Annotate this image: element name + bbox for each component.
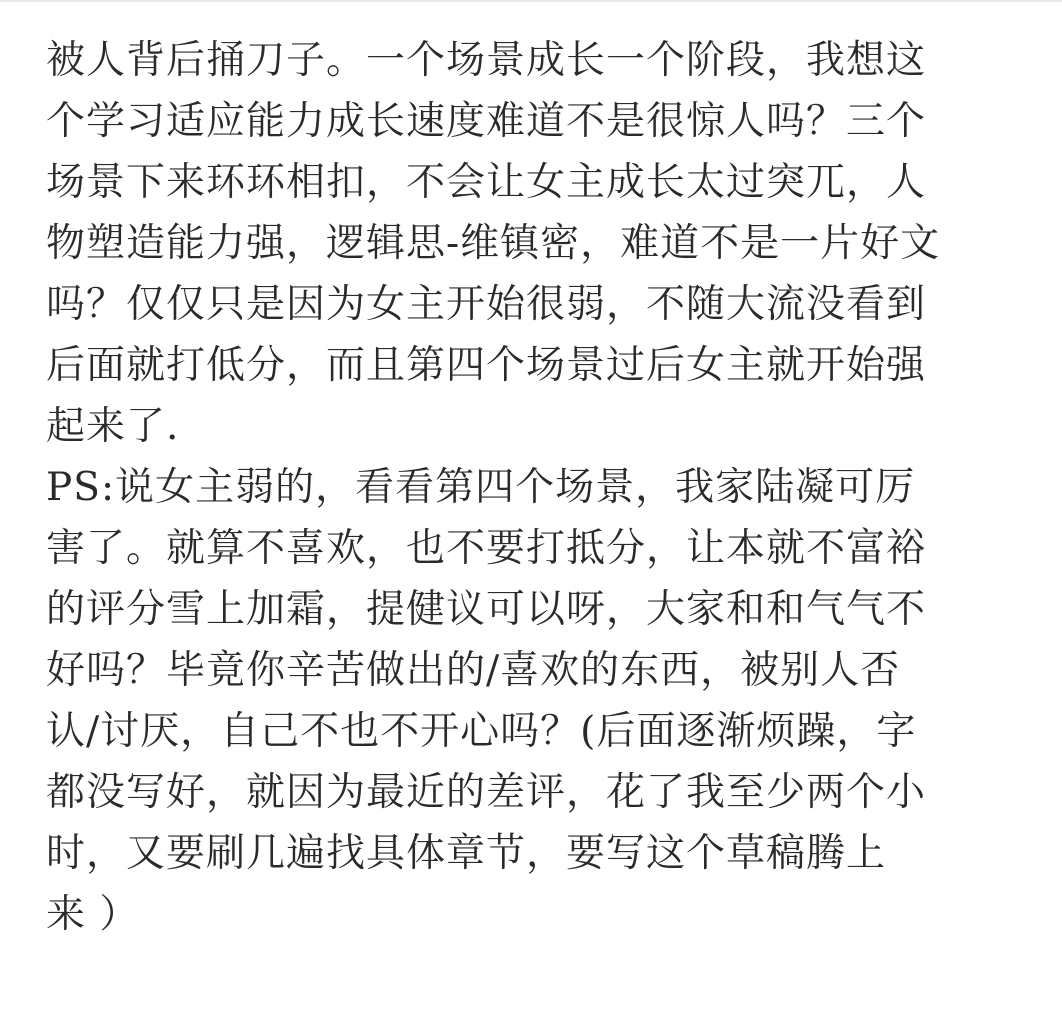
note-line: 认/讨厌，自己不也不开心吗？(后面逐渐烦躁，字 <box>46 709 917 754</box>
handwritten-note <box>46 30 1036 945</box>
note-line: 场景下来环环相扣，不会让女主成长太过突兀，人 <box>46 160 927 205</box>
note-line: 时，又要刷几遍找具体章节，要写这个草稿腾上 <box>46 831 887 876</box>
note-line: 起来了. <box>46 404 180 449</box>
note-line: 被人背后捅刀子。一个场景成长一个阶段，我想这 <box>46 38 927 83</box>
note-line: 来 ） <box>46 892 140 937</box>
note-line: 都没写好，就因为最近的差评，花了我至少两个小 <box>46 770 927 815</box>
note-line: 后面就打低分，而且第四个场景过后女主就开始强 <box>46 343 927 388</box>
note-line: 个学习适应能力成长速度难道不是很惊人吗？三个 <box>46 99 927 144</box>
note-line: 吗？仅仅只是因为女主开始很弱，不随大流没看到 <box>46 282 927 327</box>
note-line: PS:说女主弱的，看看第四个场景，我家陆凝可厉 <box>46 465 916 510</box>
note-line: 的评分雪上加霜，提健议可以呀，大家和和气气不 <box>46 587 927 632</box>
note-line: 物塑造能力强，逻辑思-维镇密，难道不是一片好文 <box>46 221 941 266</box>
top-divider <box>0 0 1062 2</box>
note-line: 好吗？毕竟你辛苦做出的/喜欢的东西，被别人否 <box>46 648 901 693</box>
note-line: 害了。就算不喜欢，也不要打抵分，让本就不富裕 <box>46 526 927 571</box>
